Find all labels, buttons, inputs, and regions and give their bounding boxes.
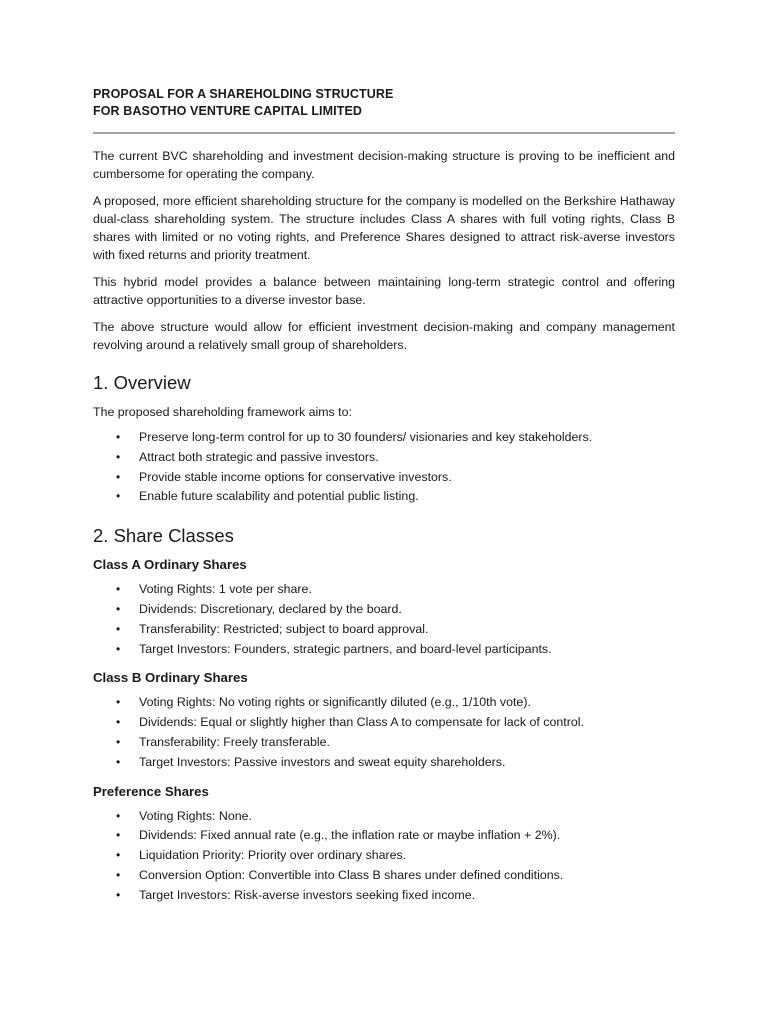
list-item-text: Preserve long-term control for up to 30 founders/ visionaries and key stakeholders.: [139, 430, 593, 444]
bullet-icon: •: [116, 808, 121, 823]
list-item: [93, 807, 675, 827]
bullet-icon: •: [116, 641, 121, 656]
bullet-icon: •: [116, 754, 121, 769]
overview-heading: 1. Overview: [93, 372, 191, 393]
preference-shares-list: [93, 807, 675, 906]
bullet-icon: •: [116, 430, 121, 444]
title-divider: [93, 132, 675, 134]
overview-list: [93, 428, 675, 507]
bullet-icon: •: [116, 887, 121, 902]
document-page: [93, 86, 675, 916]
list-item-text: Dividends: Fixed annual rate (e.g., the inflation rate or maybe inflation + 2%).: [139, 828, 561, 843]
list-item: [93, 866, 675, 886]
preference-shares-heading: Preference Shares: [93, 783, 209, 799]
list-item-text: Dividends: Discretionary, declared by the board.: [139, 601, 402, 616]
list-item: [93, 693, 675, 713]
list-item: [93, 620, 675, 640]
intro-paragraph: The above structure would allow for efficient investment decision-making and company management revolving around a relatively small group of shareholders.: [93, 320, 675, 352]
list-item-text: Transferability: Freely transferable.: [139, 734, 330, 749]
bullet-icon: •: [116, 695, 121, 710]
bullet-icon: •: [116, 601, 121, 616]
overview-section: [93, 371, 675, 507]
bullet-icon: •: [116, 848, 121, 863]
list-item-text: Conversion Option: Convertible into Class B shares under defined conditions.: [139, 867, 564, 882]
list-item: [93, 428, 675, 448]
list-item-text: Target Investors: Passive investors and sweat equity shareholders.: [139, 754, 506, 769]
share-classes-section: [93, 524, 675, 905]
list-item-text: Voting Rights: No voting rights or significantly diluted (e.g., 1/10th vote).: [139, 695, 531, 710]
share-classes-heading: 2. Share Classes: [93, 525, 234, 547]
list-item-text: Transferability: Restricted; subject to board approval.: [139, 621, 429, 636]
list-item-text: Target Investors: Founders, strategic partners, and board-level participants.: [139, 641, 552, 656]
document-title: [93, 86, 675, 120]
list-item-text: Provide stable income options for conservative investors.: [139, 469, 452, 484]
class-b-heading: Class B Ordinary Shares: [93, 670, 248, 686]
overview-intro: The proposed shareholding framework aims to:: [93, 405, 352, 419]
list-item-text: Enable future scalability and potential public listing.: [139, 489, 419, 504]
bullet-icon: •: [116, 469, 121, 484]
bullet-icon: •: [116, 715, 121, 730]
bullet-icon: •: [116, 489, 121, 504]
list-item-text: Voting Rights: 1 vote per share.: [139, 582, 312, 597]
list-item: [93, 753, 675, 773]
list-item: [93, 487, 675, 507]
bullet-icon: •: [116, 867, 121, 882]
list-item-text: Attract both strategic and passive investors.: [139, 449, 379, 464]
list-item: [93, 846, 675, 866]
list-item-text: Dividends: Equal or slightly higher than Class A to compensate for lack of control.: [139, 715, 584, 730]
list-item: [93, 468, 675, 488]
list-item: [93, 600, 675, 620]
intro-paragraph: A proposed, more efficient shareholding structure for the company is modelled on the Berkshire Hathaway dual-class shareholding system. The structure includes Class A shares with full voting rights, Class B shares with limited or no voting rights, and Preference Shares designed to attract risk-averse investors with fixed returns and priority treatment.: [93, 194, 675, 262]
list-item: [93, 886, 675, 906]
intro-paragraph: The current BVC shareholding and investment decision-making structure is proving to be inefficient and cumbersome for operating the company.: [93, 149, 675, 181]
class-a-heading: Class A Ordinary Shares: [93, 557, 247, 573]
list-item: [93, 580, 675, 600]
bullet-icon: •: [116, 828, 121, 843]
class-a-list: [93, 580, 675, 659]
bullet-icon: •: [116, 621, 121, 636]
bullet-icon: •: [116, 582, 121, 597]
title-line: FOR BASOTHO VENTURE CAPITAL LIMITED: [93, 104, 363, 118]
intro-paragraph: This hybrid model provides a balance between maintaining long-term strategic control and offering attractive opportunities to a diverse investor base.: [93, 275, 675, 307]
list-item-text: Liquidation Priority: Priority over ordinary shares.: [139, 848, 407, 863]
bullet-icon: •: [116, 734, 121, 749]
title-line: PROPOSAL FOR A SHAREHOLDING STRUCTURE: [93, 87, 394, 101]
class-b-list: [93, 693, 675, 772]
list-item: [93, 733, 675, 753]
list-item: [93, 826, 675, 846]
bullet-icon: •: [116, 449, 121, 464]
list-item: [93, 640, 675, 660]
list-item: [93, 448, 675, 468]
list-item-text: Target Investors: Risk-averse investors seeking fixed income.: [139, 887, 476, 902]
list-item-text: Voting Rights: None.: [139, 808, 252, 823]
list-item: [93, 713, 675, 733]
